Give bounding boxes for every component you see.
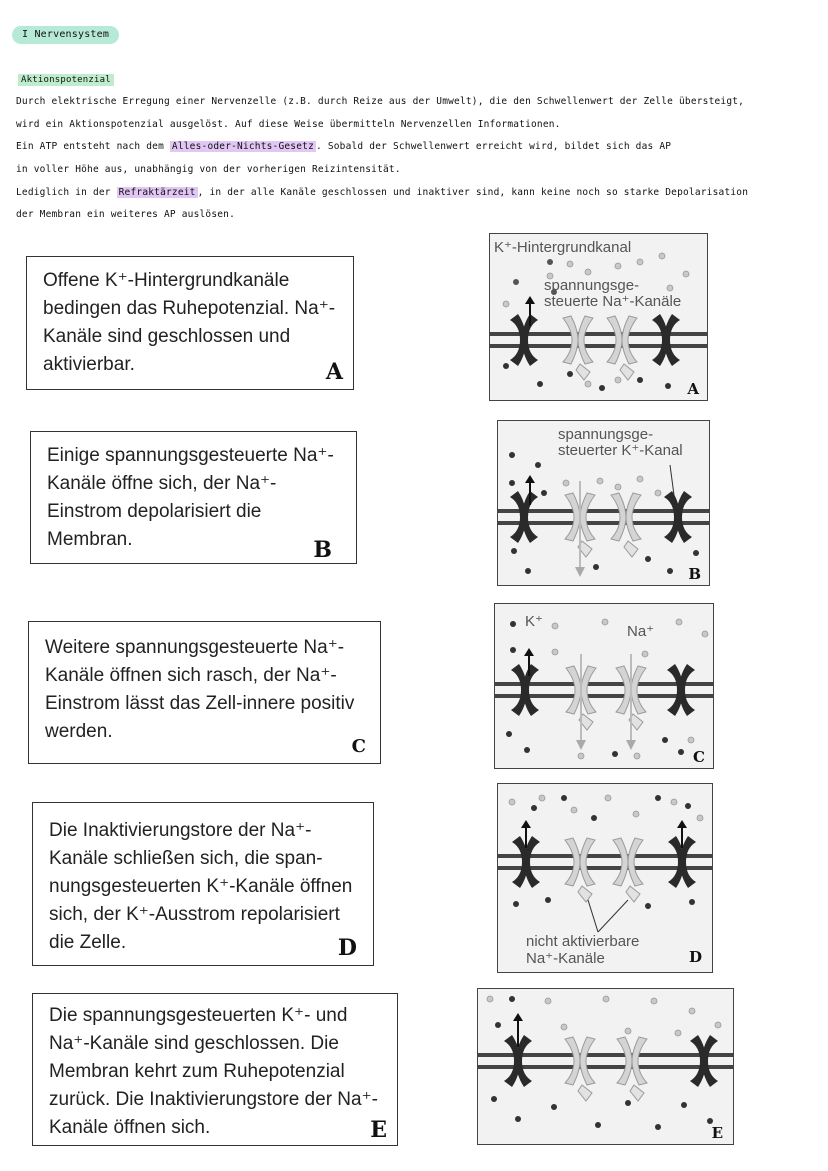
figure-a-illustration xyxy=(490,234,708,401)
figure-d xyxy=(497,783,713,973)
step-box-b xyxy=(30,431,357,564)
figure-label: nicht aktivierbare xyxy=(526,933,640,950)
figure-e-illustration xyxy=(478,989,734,1145)
intro-line xyxy=(16,141,816,152)
step-letter: E xyxy=(370,1117,387,1143)
step-text: Die spannungsgesteuerten K⁺- und Na⁺-Kanäle sind geschlossen. Die Membran kehrt zum Ruhepotenzial zurück. Die Inaktivierungstore der Na⁺-Kanäle öffnen sich. xyxy=(49,1005,378,1138)
intro-line xyxy=(16,187,816,198)
intro-text: Ein ATP entsteht nach dem xyxy=(16,141,164,152)
step-letter: C xyxy=(351,736,366,757)
intro-line: in voller Höhe aus, unabhängig von der vorherigen Reizintensität. xyxy=(16,164,401,175)
figure-a xyxy=(489,233,708,401)
figure-label: steuerter K⁺-Kanal xyxy=(558,442,683,459)
step-letter: A xyxy=(325,359,343,385)
intro-text: . Sobald der Schwellenwert erreicht wird, bildet sich das AP xyxy=(316,141,672,152)
highlight-alles-oder-nichts: Alles-oder-Nichts-Gesetz xyxy=(171,141,314,152)
figure-e xyxy=(477,988,734,1145)
intro-text: Lediglich in der xyxy=(16,187,111,198)
figure-letter: E xyxy=(711,1124,723,1142)
step-letter: B xyxy=(313,537,332,563)
section-subtitle: Aktionspotenzial xyxy=(18,74,114,86)
step-box-a xyxy=(26,256,354,390)
page-title: I Nervensystem xyxy=(12,26,119,44)
figure-label: K⁺-Hintergrundkanal xyxy=(494,239,632,256)
step-letter: D xyxy=(337,935,357,961)
figure-c xyxy=(494,603,714,769)
step-text: Einige spannungsgesteuerte Na⁺-Kanäle öffne sich, der Na⁺-Einstrom depolarisiert die Membran. xyxy=(47,445,334,550)
highlight-refraktaerzeit: Refraktärzeit xyxy=(118,187,196,198)
intro-line: der Membran ein weiteres AP auslösen. xyxy=(16,209,236,220)
step-text: Offene K⁺-Hintergrundkanäle bedingen das Ruhepotenzial. Na⁺-Kanäle sind geschlossen und aktivierbar. xyxy=(43,270,336,375)
figure-letter: D xyxy=(688,948,702,966)
figure-letter: B xyxy=(688,565,701,583)
intro-line: wird ein Aktionspotenzial ausgelöst. Auf diese Weise übermitteln Nervenzellen Informationen. xyxy=(16,119,561,130)
intro-text: , in der alle Kanäle geschlossen und inaktiver sind, kann keine noch so starke Depolarisation xyxy=(197,187,749,198)
figure-b xyxy=(497,420,710,586)
step-text: Weitere spannungsgesteuerte Na⁺-Kanäle öffnen sich rasch, der Na⁺-Einstrom lässt das Zell-innere positiv werden. xyxy=(45,637,355,742)
figure-label: Na⁺ xyxy=(627,623,655,640)
step-box-d xyxy=(32,802,374,966)
figure-label: steuerte Na⁺-Kanäle xyxy=(544,293,682,310)
step-text: Die Inaktivierungstore der Na⁺-Kanäle schließen sich, die span-nungsgesteuerten K⁺-Kanäle öffnen sich, der K⁺-Ausstrom repolarisiert die Zelle. xyxy=(49,820,353,953)
step-box-e xyxy=(32,993,398,1146)
figure-label: Na⁺-Kanäle xyxy=(526,950,605,967)
figure-letter: A xyxy=(687,380,699,398)
intro-line: Durch elektrische Erregung einer Nervenzelle (z.B. durch Reize aus der Umwelt), die den Schwellenwert der Zelle übersteigt, xyxy=(16,96,745,107)
figure-label: spannungsge- xyxy=(558,426,654,443)
figure-label: spannungsge- xyxy=(544,277,640,294)
step-box-c xyxy=(28,621,381,764)
figure-label: K⁺ xyxy=(525,613,543,630)
figure-letter: C xyxy=(693,748,705,766)
